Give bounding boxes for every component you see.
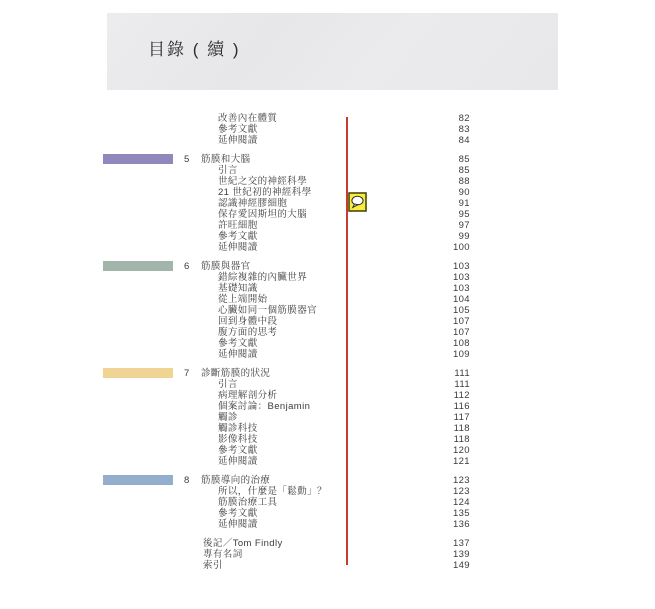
entry-label: 索引: [203, 560, 223, 571]
page-number: 100: [452, 242, 470, 253]
entry-label: 從上端開始: [218, 294, 268, 305]
entry-label: 引言: [218, 165, 238, 176]
toc-entry-row[interactable]: [0, 412, 655, 423]
page-number: 85: [458, 165, 470, 176]
entry-label: 許旺細胞: [218, 220, 258, 231]
page-number: 109: [452, 349, 470, 360]
page-number: 103: [452, 283, 470, 294]
entry-label: 延伸閱讀: [218, 242, 258, 253]
page-number: 108: [452, 338, 470, 349]
entry-label: 改善內在體質: [218, 113, 278, 124]
page-number: 112: [453, 390, 470, 401]
page-number: 88: [458, 176, 470, 187]
page-number: 137: [452, 538, 470, 549]
toc-chapter-group: [0, 368, 655, 467]
page-number: 149: [452, 560, 470, 571]
toc-entry-row[interactable]: [0, 305, 655, 316]
page-number: 99: [458, 231, 470, 242]
toc-entry-row[interactable]: [0, 349, 655, 360]
entry-label: 基礎知識: [218, 283, 258, 294]
toc-entry-row[interactable]: [0, 508, 655, 519]
entry-label: 錯綜複雜的內臟世界: [218, 272, 308, 283]
toc-entry-row[interactable]: [0, 272, 655, 283]
page-number: 124: [452, 497, 470, 508]
entry-label: 參考文獻: [218, 445, 258, 456]
toc-entry-row[interactable]: [0, 176, 655, 187]
page-number: 85: [458, 154, 470, 165]
chapter-number: 8: [184, 475, 190, 486]
toc-chapter-group: [0, 475, 655, 530]
page-number: 121: [452, 456, 470, 467]
page-number: 103: [452, 261, 470, 272]
chapter-color-bar: [103, 154, 173, 164]
toc-entry-row[interactable]: [0, 379, 655, 390]
entry-label: 世紀之交的神經科學: [218, 176, 308, 187]
entry-label: 腹方面的思考: [218, 327, 278, 338]
page-number: 82: [458, 113, 470, 124]
page-number: 123: [452, 486, 470, 497]
entry-label: 專有名詞: [203, 549, 243, 560]
page-number: 117: [453, 412, 470, 423]
chapter-color-bar: [103, 475, 173, 485]
toc-entry-row[interactable]: [0, 231, 655, 242]
toc-entry-row[interactable]: [0, 165, 655, 176]
page-number: 139: [452, 549, 470, 560]
comment-icon[interactable]: [348, 192, 367, 212]
chapter-number: 5: [184, 154, 190, 165]
toc-entry-row[interactable]: [0, 434, 655, 445]
toc-chapter-row[interactable]: [0, 475, 655, 486]
chapter-title: 診斷筋膜的狀況: [201, 368, 271, 379]
toc-entry-row[interactable]: [0, 209, 655, 220]
toc-entry-row[interactable]: [0, 242, 655, 253]
page-number: 111: [454, 368, 470, 379]
entry-label: 21 世紀初的神經科學: [218, 187, 312, 198]
toc-entry-row[interactable]: [0, 220, 655, 231]
toc-chapter-row[interactable]: [0, 261, 655, 272]
toc-entry-row[interactable]: [0, 486, 655, 497]
toc-entry-row[interactable]: [0, 560, 655, 571]
entry-label: 參考文獻: [218, 338, 258, 349]
page-number: 97: [458, 220, 470, 231]
page-number: 123: [452, 475, 470, 486]
toc-entry-row[interactable]: [0, 283, 655, 294]
toc-entry-row[interactable]: [0, 519, 655, 530]
entry-label: 延伸閱讀: [218, 519, 258, 530]
toc-entry-row[interactable]: [0, 497, 655, 508]
toc-entry-row[interactable]: [0, 187, 655, 198]
entry-label: 觸診: [218, 412, 238, 423]
page-number: 107: [452, 316, 470, 327]
toc-entry-row[interactable]: [0, 445, 655, 456]
page-number: 95: [458, 209, 470, 220]
toc-entry-row[interactable]: [0, 338, 655, 349]
entry-label: 影像科技: [218, 434, 258, 445]
entry-label: 延伸閱讀: [218, 135, 258, 146]
toc-chapter-group: [0, 154, 655, 253]
toc-plain-group: [0, 538, 655, 571]
page-number: 91: [458, 198, 470, 209]
page-number: 90: [458, 187, 470, 198]
chapter-number: 7: [184, 368, 190, 379]
entry-label: 病理解剖分析: [218, 390, 278, 401]
page-number: 118: [453, 423, 470, 434]
page-number: 107: [452, 327, 470, 338]
toc-entry-row[interactable]: [0, 113, 655, 124]
entry-label: 延伸閱讀: [218, 349, 258, 360]
page-number: 111: [454, 379, 470, 390]
toc-plain-group: [0, 113, 655, 146]
entry-label: 參考文獻: [218, 124, 258, 135]
toc-entry-row[interactable]: [0, 390, 655, 401]
entry-label: 所以，什麼是「鬆動」？: [218, 486, 327, 497]
chapter-title: 筋膜導向的治療: [201, 475, 271, 486]
page-number: 116: [453, 401, 470, 412]
page-title: 目錄 ( 續 ): [148, 40, 241, 59]
page-number: 84: [458, 135, 470, 146]
chapter-color-bar: [103, 368, 173, 378]
entry-label: 參考文獻: [218, 231, 258, 242]
toc-entry-row[interactable]: [0, 135, 655, 146]
page-number: 105: [452, 305, 470, 316]
toc-entry-row[interactable]: [0, 294, 655, 305]
entry-label: 參考文獻: [218, 508, 258, 519]
entry-label: 認識神經膠細胞: [218, 198, 288, 209]
entry-label: 引言: [218, 379, 238, 390]
toc-entry-row[interactable]: [0, 538, 655, 549]
entry-label: 筋膜治療工具: [218, 497, 278, 508]
toc-entry-row[interactable]: [0, 423, 655, 434]
toc-entry-row[interactable]: [0, 327, 655, 338]
toc-chapter-row[interactable]: [0, 368, 655, 379]
chapter-title: 筋膜和大腦: [201, 154, 251, 165]
annotation-red-line: [346, 117, 348, 565]
entry-label: 後記／Tom Findly: [203, 538, 283, 549]
page-header-band: [107, 13, 558, 90]
toc-entry-row[interactable]: [0, 456, 655, 467]
toc-entry-row[interactable]: [0, 124, 655, 135]
chapter-number: 6: [184, 261, 190, 272]
chapter-color-bar: [103, 261, 173, 271]
entry-label: 個案討論：Benjamin: [218, 401, 311, 412]
entry-label: 延伸閱讀: [218, 456, 258, 467]
chapter-title: 筋膜與器官: [201, 261, 251, 272]
toc-entry-row[interactable]: [0, 401, 655, 412]
toc-entry-row[interactable]: [0, 198, 655, 209]
entry-label: 回到身體中段: [218, 316, 278, 327]
entry-label: 心臟如同一個筋膜器官: [218, 305, 318, 316]
toc-entry-row[interactable]: [0, 316, 655, 327]
entry-label: 保存愛因斯坦的大腦: [218, 209, 308, 220]
toc-entry-row[interactable]: [0, 549, 655, 560]
page-number: 135: [452, 508, 470, 519]
toc-list: [0, 113, 655, 579]
toc-chapter-row[interactable]: [0, 154, 655, 165]
page-number: 83: [458, 124, 470, 135]
toc-chapter-group: [0, 261, 655, 360]
page-number: 103: [452, 272, 470, 283]
page-number: 118: [453, 434, 470, 445]
page-number: 104: [452, 294, 470, 305]
entry-label: 觸診科技: [218, 423, 258, 434]
page-number: 136: [452, 519, 470, 530]
page-number: 120: [452, 445, 470, 456]
